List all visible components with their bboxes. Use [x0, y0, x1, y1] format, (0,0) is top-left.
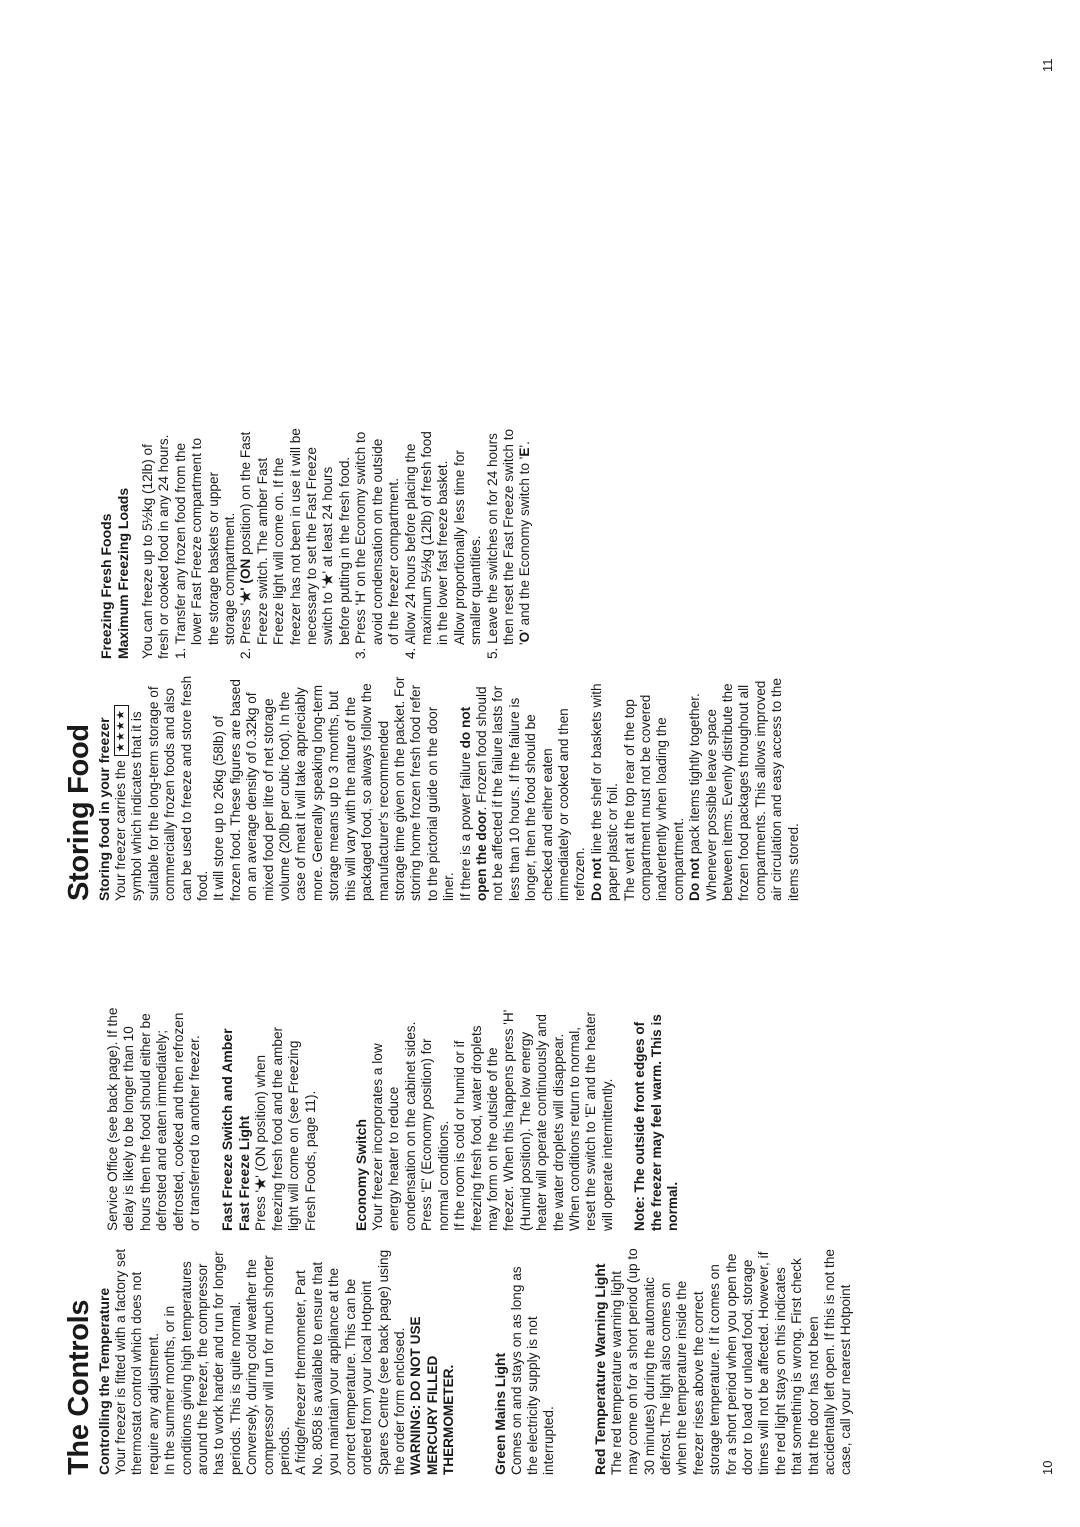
s5-text-end: '. — [517, 441, 533, 448]
paragraph-star-rating — [113, 675, 211, 901]
paragraph-do-not-pack — [687, 675, 802, 901]
heading-green-mains-light: Green Mains Light — [491, 1352, 508, 1475]
paragraph-humid: If the room is cold or humid or if freezing fresh food, water droplets may form on the outside of the freezer. When this happens press 'H' (Humid position). The low energy heater will operate continuously and the water droplets will disappear. When conditions return to normal, reset the switch to 'E' and the heater will operate intermittently. — [452, 1009, 615, 1231]
paragraph-summer: In the summer months, or in conditions giving high temperatures around the freezer, the compressor has to work harder and run for longer periods. This is quite normal. — [162, 1251, 243, 1475]
controls-column-2 — [105, 1005, 681, 1231]
mercury-warning: WARNING: DO NOT USE MERCURY FILLED THERMOMETER. — [408, 1316, 457, 1475]
step-4: 4. Allow 24 hours before placing the maximum 5½kg (12lb) of fresh food in the lower fast freeze basket. Allow proportionally less time for smaller quantities. — [402, 431, 484, 659]
paragraph-vent: The vent at the top rear of the top compartment must not be covered inadvertently when loading the compartment. — [621, 694, 686, 901]
s5-o-label: O — [517, 631, 533, 643]
paragraph-capacity: It will store up to 26kg (58lb) of frozen food. These figures are based on an average density of 0.32kg of mixed food per litre of net storage volume (20lb per cubic foot). In the case of meat it will take appreciably more. Generally speaking long-term storage means up to 3 months, but this will vary with the nature of the packaged food, so always follow the manufacturer's recommended storage time given on the packet. For storing home frozen fresh food refer to the pictorial guide on the door liner. — [211, 676, 457, 901]
storing-column-1 — [62, 675, 802, 901]
paragraph-do-not-line — [589, 675, 622, 901]
paragraph-green-light: Comes on and stays on as long as the electricity supply is not interrupted. — [508, 1266, 557, 1475]
s5-text-mid: ' and the Economy switch to ' — [517, 456, 533, 632]
s2-text-mid: position) on the Fast Freeze switch. The amber Fast Freeze light will come on. If the freezer has not been in use it will be necessary to set the Fast Freeze switch to ' — [238, 428, 336, 645]
step-1: 1. Transfer any frozen food from the lower Fast Freeze compartment to the storage baskets or upper storage compartment. — [172, 438, 238, 659]
s2-text-end: ' at least 24 hours before putting in the fresh food. — [320, 456, 352, 645]
controls-column-1 — [62, 1247, 855, 1475]
paragraph-economy-heater: Your freezer incorporates a low energy heater to reduce condensation on the cabinet sides. Press 'E' (Economy position) for normal conditions. — [370, 1021, 451, 1231]
s5-e-label: E — [517, 447, 533, 457]
paragraph-power-failure — [458, 675, 589, 901]
s2-text-start: 2. Press ' — [238, 602, 254, 659]
pf-text-end: . Frozen food should not be affected if the failure lasts for less than 10 hours. If the failure is longer, then the food should be checked and either eaten immediately or cooked and then refrozen. — [473, 685, 588, 901]
star-text-start: Your freezer carries the — [113, 756, 128, 901]
heading-freezing-fresh-foods: Freezing Fresh Foods — [98, 513, 114, 659]
step-3: 3. Press 'H' on the Economy switch to avoid condensation on the outside of the freezer compartment. — [353, 431, 402, 659]
heading-controlling-temperature: Controlling the Temperature — [96, 1287, 112, 1475]
storing-column-2 — [98, 427, 534, 659]
page-title-storing-food: Storing Food — [63, 724, 95, 901]
step-5 — [485, 427, 534, 659]
paragraph-red-light: The red temperature warning light may come on for a short period (up to 30 minutes) during the automatic defrost. The light also comes on when the temperature inside the freezer rises above the correct storage temperature. If it comes on for a short period when you open the door to load or unload food, storage times will not be affected. However, if the red light stays on this indicates that something is wrong. First check that the door has not been accidentally left open. If this is not the case, call your nearest Hotpoint — [608, 1248, 854, 1475]
page-title-controls: The Controls — [63, 1299, 95, 1475]
heading-storing-food: Storing food in your freezer — [96, 717, 112, 901]
ff-on-label: ' (ON — [253, 1146, 269, 1178]
pf-bold: do not open the door — [457, 706, 489, 901]
note-warm-edges: Note: The outside front edges of the freezer may feel warm. This is normal. — [632, 1014, 680, 1231]
star-icon: ★ — [253, 1177, 269, 1190]
dnp-text: pack items tightly together. Whenever possible leave space between items. Evenly distribute the frozen food packages throughout all compartments. This allows improved air circulation and easy access to the items stored. — [687, 678, 801, 901]
dnl-text: line the shelf or baskets with paper plastic or foil. — [588, 683, 621, 901]
paragraph-freeze-intro: You can freeze up to 5½kg (12lb) of fresh or cooked food in any 24 hours. — [140, 434, 172, 659]
ff-text-start: Press ' — [253, 1189, 269, 1231]
step-2 — [238, 427, 353, 659]
paragraph-thermometer: A fridge/freezer thermometer, Part No. 8058 is available to ensure that you maintain your appliance at the correct temperature. This can be ordered from your local Hotpoint Spares Centre (see back page) using the order form enclosed. — [293, 1249, 407, 1475]
heading-economy-switch: Economy Switch — [353, 1118, 370, 1231]
pf-text-start: If there is a power failure — [457, 748, 473, 901]
s2-on-label: ' (ON — [238, 558, 254, 591]
paragraph-service-office: Service Office (see back page). If the delay is likely to be longer than 10 hours then the food should either be defrosted and eaten immediately; defrosted, cooked and then refrozen or transferred to another freezer. — [105, 1007, 203, 1231]
page-number-10: 10 — [1040, 1460, 1055, 1475]
star-icon: ★ — [238, 590, 254, 603]
paragraph-cold-weather: Conversely, during cold weather the compressor will run for much shorter periods. — [244, 1255, 293, 1475]
s5-text-start: 5. Leave the switches on for 24 hours then reset the Fast Freeze switch to ' — [484, 428, 533, 659]
page-number-11: 11 — [1040, 58, 1055, 72]
paragraph-thermostat: Your freezer is fitted with a factory set thermostat control which does not require any adjustment. — [113, 1248, 161, 1475]
dnl-bold: Do not — [588, 857, 604, 901]
ff-text-end: position) when freezing fresh food and the amber light will come on (see Freezing Fresh Foods, page 11). — [253, 1026, 318, 1231]
star-text-end: symbol which indicates that it is suitable for the long-term storage of commercially frozen foods and also can be used to freeze and store fresh food. — [129, 675, 211, 901]
dnp-bold: Do not — [687, 857, 703, 901]
paragraph-fast-freeze — [253, 1005, 319, 1231]
four-star-symbol-icon: ★★★★ — [114, 705, 129, 756]
star-icon: ★ — [320, 573, 336, 586]
heading-red-warning-light: Red Temperature Warning Light — [591, 1263, 608, 1475]
heading-maximum-loads: Maximum Freezing Loads — [115, 487, 131, 659]
heading-fast-freeze-switch: Fast Freeze Switch and Amber Fast Freeze Light — [219, 1028, 253, 1231]
